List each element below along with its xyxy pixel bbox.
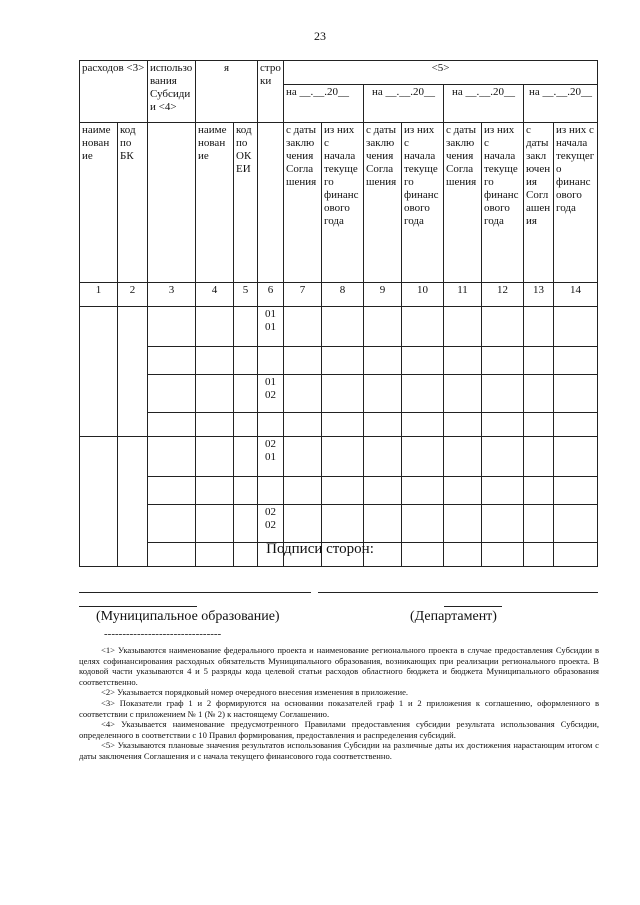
cell <box>482 413 524 437</box>
header-date-1: на __.__.20__ <box>284 85 364 123</box>
column-number: 1 <box>80 283 118 307</box>
cell <box>284 477 322 505</box>
cell <box>284 375 322 413</box>
cell <box>554 477 598 505</box>
table-row <box>80 307 598 347</box>
header-usage: использования Субсидии <4> <box>148 61 196 123</box>
cell <box>524 413 554 437</box>
notes-separator: -------------------------------- <box>104 628 222 640</box>
signature-underline-right <box>444 606 502 607</box>
cell <box>234 413 258 437</box>
cell <box>364 375 402 413</box>
row-code: 02 02 <box>258 505 284 543</box>
cell <box>482 307 524 347</box>
cell <box>402 505 444 543</box>
header-empty <box>148 123 196 283</box>
cell <box>482 375 524 413</box>
header-from-date: с даты заключения Соглашения <box>444 123 482 283</box>
row-code: 01 01 <box>258 307 284 347</box>
column-number: 13 <box>524 283 554 307</box>
column-number: 3 <box>148 283 196 307</box>
cell <box>364 347 402 375</box>
cell <box>482 437 524 477</box>
cell <box>148 307 196 347</box>
column-number: 4 <box>196 283 234 307</box>
table-row <box>80 347 598 375</box>
cell <box>482 477 524 505</box>
cell <box>322 437 364 477</box>
footnotes <box>79 645 599 762</box>
cell <box>234 505 258 543</box>
cell <box>402 307 444 347</box>
cell <box>284 505 322 543</box>
header-date-2: на __.__.20__ <box>364 85 444 123</box>
cell <box>322 477 364 505</box>
cell <box>364 505 402 543</box>
footnote: <3> Показатели граф 1 и 2 формируются на основании показателей граф 1 и 2 приложения к соглашению, оформленного в соответствии с приложением № 1 (№ 2) к настоящему Соглашению. <box>79 697 599 719</box>
table-row <box>80 505 598 543</box>
cell <box>364 477 402 505</box>
cell <box>148 437 196 477</box>
footnote: <1> Указываются наименование федерального проекта и наименование регионального проекта в случае предоставления Субсидии в целях софинансирования расходных обязательств Муниципального образования, возникающих при реализации регионального проекта. В кодовой части указываются 4 и 5 разряды кода целевой статьи расходов областного бюджета и бюджета Муниципального образования соответственно. <box>79 645 599 687</box>
cell <box>196 437 234 477</box>
municipality-label: (Муниципальное образование) <box>96 609 280 624</box>
cell <box>402 413 444 437</box>
header-row-1 <box>80 61 598 85</box>
cell <box>444 347 482 375</box>
header-from-year: из них с начала текущего финансового года <box>482 123 524 283</box>
column-number-row <box>80 283 598 307</box>
column-number: 7 <box>284 283 322 307</box>
table-row <box>80 413 598 437</box>
signature-underline-left <box>79 606 197 607</box>
column-number: 11 <box>444 283 482 307</box>
cell-name <box>80 307 118 437</box>
cell <box>196 347 234 375</box>
header-from-year: из них с начала текущего финансового года <box>402 123 444 283</box>
header-from-year: из них с начала текущего финансового года <box>554 123 598 283</box>
cell <box>444 437 482 477</box>
footnote: <4> Указывается наименование предусмотренного Правилами предоставления субсидии результата использования Субсидии, определенного в соответствии с 10 Правил формирования, предоставления и распределения субсидий. <box>79 719 599 740</box>
header-date-3: на __.__.20__ <box>444 85 524 123</box>
header-from-date: с даты заключения Соглашения <box>364 123 402 283</box>
header-name: наименование <box>80 123 118 283</box>
results-table <box>79 60 598 567</box>
signatures-title: Подписи сторон: <box>266 541 374 557</box>
cell <box>196 477 234 505</box>
row-code: 02 01 <box>258 437 284 477</box>
cell <box>148 505 196 543</box>
header-period-group: <5> <box>284 61 598 85</box>
signature-line-department <box>318 592 598 593</box>
cell <box>196 307 234 347</box>
cell <box>322 375 364 413</box>
cell <box>148 477 196 505</box>
header-row-number: строки <box>258 61 284 123</box>
header-code-bk: код по БК <box>118 123 148 283</box>
cell <box>148 413 196 437</box>
cell <box>148 375 196 413</box>
cell <box>444 413 482 437</box>
cell <box>196 413 234 437</box>
table-row <box>80 477 598 505</box>
cell <box>234 477 258 505</box>
cell <box>258 413 284 437</box>
cell <box>402 437 444 477</box>
table-row <box>80 375 598 413</box>
cell <box>402 375 444 413</box>
cell <box>234 307 258 347</box>
cell <box>524 375 554 413</box>
footnote: <2> Указывается порядковый номер очередного внесения изменения в приложение. <box>101 687 409 698</box>
header-from-date: с даты заключения Соглашения <box>284 123 322 283</box>
header-ya: я <box>196 61 258 123</box>
column-number: 10 <box>402 283 444 307</box>
cell <box>148 347 196 375</box>
header-expenses: расходов <3> <box>80 61 148 123</box>
column-number: 9 <box>364 283 402 307</box>
header-row-3 <box>80 123 598 283</box>
cell <box>554 505 598 543</box>
cell <box>524 437 554 477</box>
cell <box>196 505 234 543</box>
cell <box>364 413 402 437</box>
cell <box>554 307 598 347</box>
header-from-date: с даты заключения Соглашения <box>524 123 554 283</box>
cell <box>554 413 598 437</box>
cell <box>258 347 284 375</box>
cell <box>444 477 482 505</box>
cell <box>444 375 482 413</box>
cell <box>402 477 444 505</box>
cell-code-bk <box>118 307 148 437</box>
column-number: 2 <box>118 283 148 307</box>
cell <box>284 413 322 437</box>
cell <box>364 437 402 477</box>
cell <box>524 347 554 375</box>
header-from-year: из них с начала текущего финансового года <box>322 123 364 283</box>
cell <box>284 347 322 375</box>
footnote: <5> Указываются плановые значения результатов использования Субсидии на различные даты их достижения нарастающим итогом с даты заключения Соглашения и с начала текущего финансового года соответственно. <box>79 740 599 761</box>
cell <box>482 505 524 543</box>
header-date-4: на __.__.20__ <box>524 85 598 123</box>
cell <box>524 477 554 505</box>
cell <box>196 375 234 413</box>
department-label: (Департамент) <box>410 609 497 624</box>
header-code-okei: код по ОКЕИ <box>234 123 258 283</box>
cell <box>322 413 364 437</box>
cell <box>402 347 444 375</box>
cell <box>524 505 554 543</box>
cell <box>322 307 364 347</box>
signature-line-municipality <box>79 592 311 593</box>
column-number: 5 <box>234 283 258 307</box>
cell <box>524 307 554 347</box>
column-number: 14 <box>554 283 598 307</box>
cell <box>554 375 598 413</box>
cell <box>322 505 364 543</box>
column-number: 12 <box>482 283 524 307</box>
header-name-2: наименование <box>196 123 234 283</box>
cell <box>364 307 402 347</box>
cell <box>444 307 482 347</box>
cell <box>554 347 598 375</box>
page-number: 23 <box>314 29 326 43</box>
cell <box>444 505 482 543</box>
column-number: 8 <box>322 283 364 307</box>
cell <box>322 347 364 375</box>
cell <box>284 307 322 347</box>
cell <box>284 437 322 477</box>
column-number: 6 <box>258 283 284 307</box>
cell <box>234 375 258 413</box>
cell <box>234 437 258 477</box>
cell <box>554 437 598 477</box>
cell <box>482 347 524 375</box>
cell <box>258 477 284 505</box>
row-code: 01 02 <box>258 375 284 413</box>
table-row <box>80 437 598 477</box>
header-empty <box>258 123 284 283</box>
cell <box>234 347 258 375</box>
